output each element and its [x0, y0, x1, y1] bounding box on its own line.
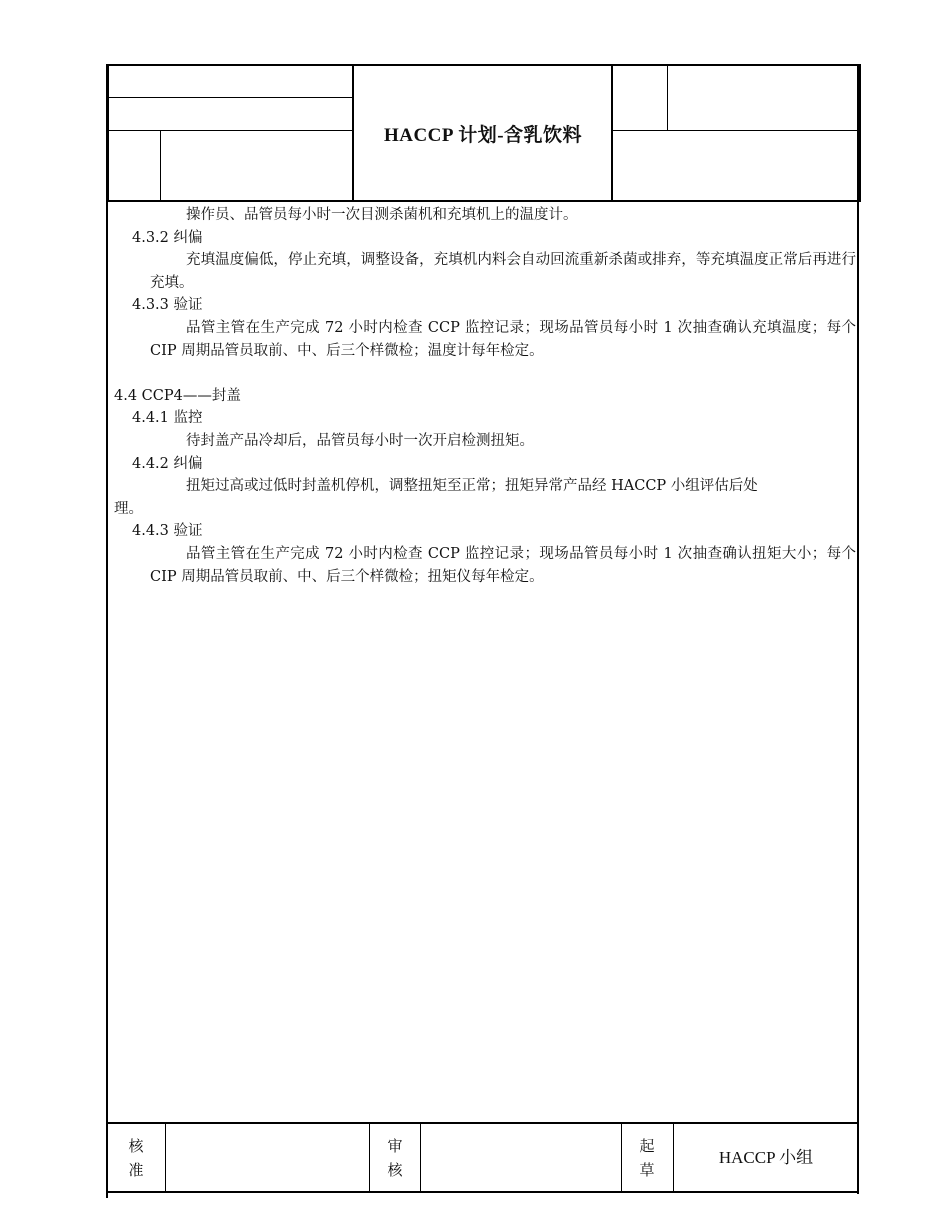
page-left-border: [106, 64, 108, 1198]
paragraph-monitoring-4-4-1: 待封盖产品冷却后，品管员每小时一次开启检测扭矩。: [186, 432, 534, 449]
header-left-rule-2: [109, 130, 352, 131]
paragraph-correction-4-3-2: 充填温度偏低，停止充填，调整设备，充填机内料会自动回流重新杀菌或排弃，等充填温度正常后再进行充填。: [150, 252, 856, 291]
heading-4-4-1: 4.4.1 监控: [132, 410, 203, 427]
heading-4-3-3: 4.3.3 验证: [132, 297, 203, 314]
paragraph-verification-4-4-3: 品管主管在生产完成 72 小时内检查 CCP 监控记录；现场品管员每小时 1 次抽查确认扭矩大小；每个 CIP 周期品管员取前、中、后三个样微检；扭矩仪每年检定。: [150, 545, 856, 585]
review-label: 审 核: [387, 1136, 403, 1179]
paragraph-correction-4-4-2: 扭矩过高或过低时封盖机停机，调整扭矩至正常；扭矩异常产品经 HACCP 小组评估后处: [186, 478, 758, 495]
header-right-rule: [613, 130, 859, 131]
approve-label: 核 准: [128, 1136, 144, 1179]
review-value: [421, 1124, 621, 1191]
heading-4-3-2: 4.3.2 纠偏: [132, 229, 203, 246]
heading-4-4-2: 4.4.2 纠偏: [132, 455, 203, 472]
header-left-divider: [160, 130, 161, 200]
approve-value: [166, 1124, 369, 1191]
draft-label: 起 草: [639, 1136, 655, 1179]
heading-4-4-ccp4: 4.4 CCP4——封盖: [114, 387, 241, 404]
document-header: [107, 64, 861, 202]
paragraph-correction-4-4-2-end: 理。: [114, 500, 143, 517]
header-right-divider: [667, 66, 668, 130]
header-left-rule-1: [109, 97, 352, 98]
document-title: HACCP 计划-含乳饮料: [383, 124, 583, 146]
paragraph-verification-4-3-3: 品管主管在生产完成 72 小时内检查 CCP 监控记录；现场品管员每小时 1 次抽查确认充填温度；每个 CIP 周期品管员取前、中、后三个样微检；温度计每年检定。: [150, 319, 856, 359]
header-title-right-border: [611, 66, 613, 200]
paragraph-monitoring-4-3-1: 操作员、品管员每小时一次目测杀菌机和充填机上的温度计。: [186, 207, 578, 223]
signoff-table: [107, 1122, 859, 1193]
draft-value: HACCP 小组: [718, 1147, 814, 1167]
page-right-border: [857, 64, 859, 1194]
heading-4-4-3: 4.4.3 验证: [132, 523, 203, 540]
document-body: [114, 204, 856, 588]
